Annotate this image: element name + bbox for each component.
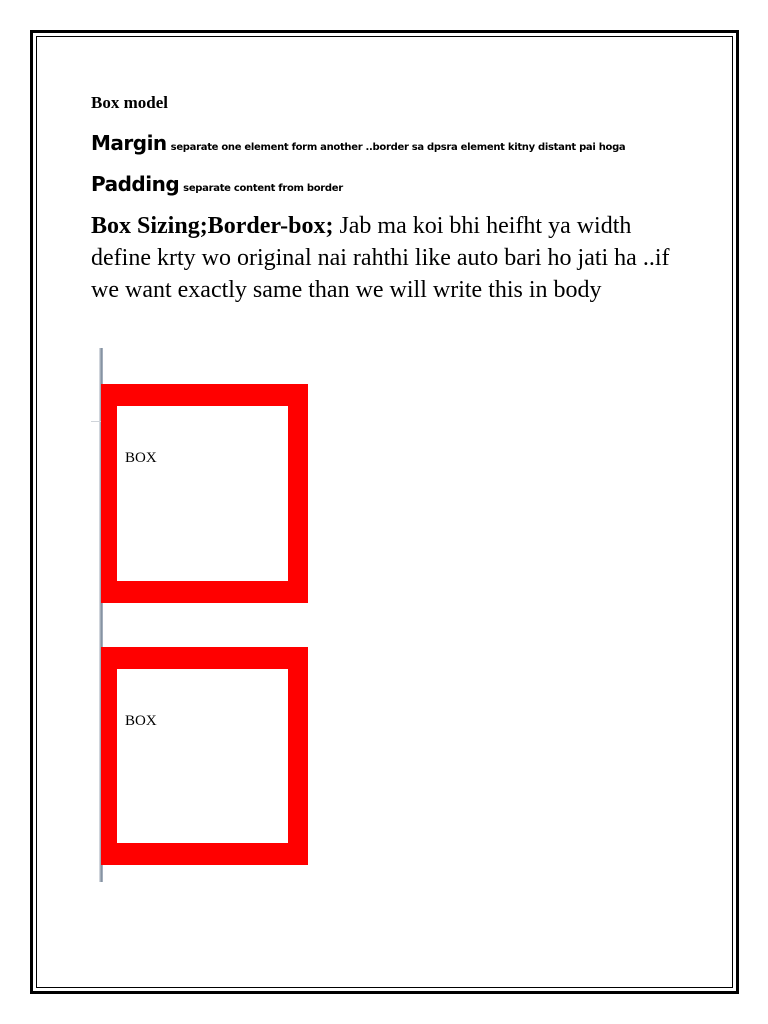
margin-term: Margin xyxy=(91,131,167,155)
margin-description: separate one element form another ..border sa dpsra element kitny distant pai hoga xyxy=(170,142,626,153)
box-sizing-paragraph xyxy=(91,210,671,306)
demo-box-1 xyxy=(101,384,308,603)
padding-definition xyxy=(91,172,343,196)
demo-box-label: BOX xyxy=(125,450,157,466)
box-sizing-term: Box Sizing;Border-box; xyxy=(91,213,334,239)
padding-term: Padding xyxy=(91,172,180,196)
demo-box-2 xyxy=(101,647,308,865)
margin-definition xyxy=(91,131,625,155)
demo-box-label: BOX xyxy=(125,713,157,729)
page-heading: Box model xyxy=(91,93,168,112)
padding-description: separate content from border xyxy=(183,183,343,194)
box-sizing-description: Jab ma koi bhi heifht ya width define krty wo original nai rahthi like auto bari ho jati ha ..if we want exactly same than we will write this in body xyxy=(91,213,670,303)
